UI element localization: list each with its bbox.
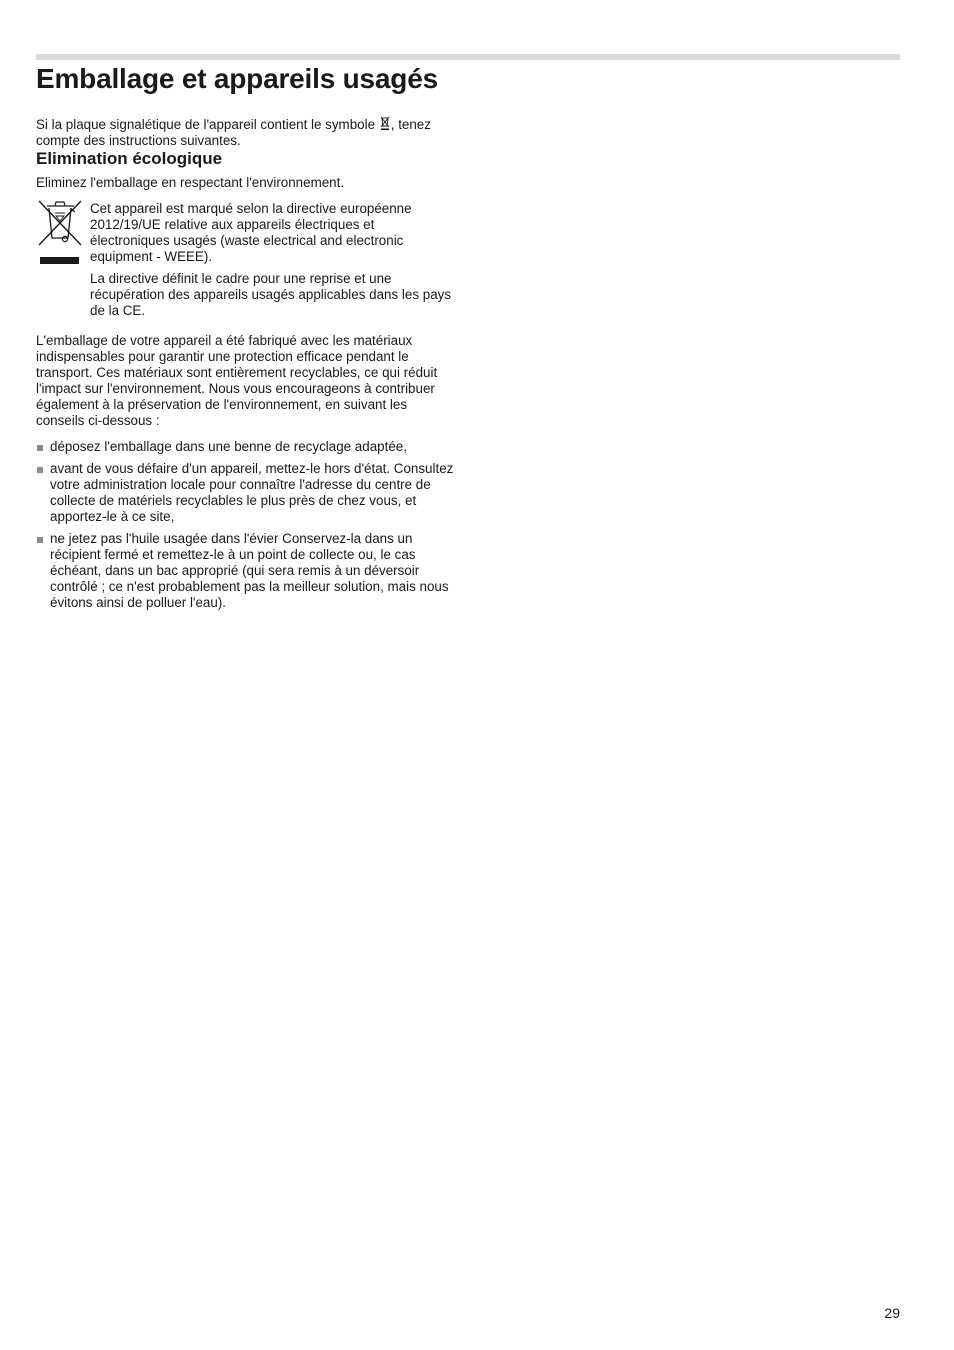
square-bullet-icon (37, 537, 43, 543)
section-heading: Elimination écologique (36, 149, 223, 168)
square-bullet-icon (37, 445, 43, 451)
weee-symbol (36, 201, 90, 319)
intro-paragraph (36, 116, 454, 149)
list-item-text: déposez l'emballage dans une benne de recyclage adaptée, (50, 439, 407, 454)
weee-paragraph-1: Cet appareil est marqué selon la directive européenne 2012/19/UE relative aux appareils électriques et électroniques usagés (waste electrical and electronic equipment - WEEE). (90, 201, 412, 264)
tips-list (36, 439, 454, 611)
weee-text (90, 201, 454, 319)
list-item (36, 461, 454, 525)
list-item (36, 531, 454, 611)
page-number: 29 (884, 1305, 900, 1321)
main-column (36, 116, 454, 617)
inline-weee-bin-icon (380, 116, 390, 131)
page-title: Emballage et appareils usagés (36, 63, 438, 94)
intro-text-after: , tenez compte des instructions suivantes. (36, 117, 431, 148)
weee-paragraph-2: La directive définit le cadre pour une reprise et une récupération des appareils usagés applicables dans les pays de la CE. (90, 271, 452, 318)
crossed-out-wheelie-bin-icon (37, 199, 83, 267)
lead-paragraph: Eliminez l'emballage en respectant l'environnement. (36, 175, 345, 190)
list-item-text: avant de vous défaire d'un appareil, mettez-le hors d'état. Consultez votre administration locale pour connaître l'adresse du centre de collecte de matériels recyclables le plus près de chez vous, et apportez-le à ce site, (50, 461, 454, 524)
weee-block (36, 201, 454, 319)
intro-text-before: Si la plaque signalétique de l'appareil contient le symbole (36, 117, 379, 132)
list-item-text: ne jetez pas l'huile usagée dans l'évier Conservez-la dans un récipient fermé et remettez-le à un point de collecte ou, le cas échéant, dans un bac approprié (qui sera remis à un déversoir contrôlé ; ce n'est probablement pas la meilleur solution, mais nous évitons ainsi de polluer l'eau). (50, 531, 449, 610)
packaging-paragraph: L'emballage de votre appareil a été fabriqué avec les matériaux indispensables pour garantir une protection efficace pendant le transport. Ces matériaux sont entièrement recyclables, ce qui réduit l'impact sur l'environnement. Nous vous encourageons à contribuer également à la préservation de l'environnement, en suivant les conseils ci-dessous : (36, 333, 438, 428)
list-item (36, 439, 454, 455)
square-bullet-icon (37, 467, 43, 473)
